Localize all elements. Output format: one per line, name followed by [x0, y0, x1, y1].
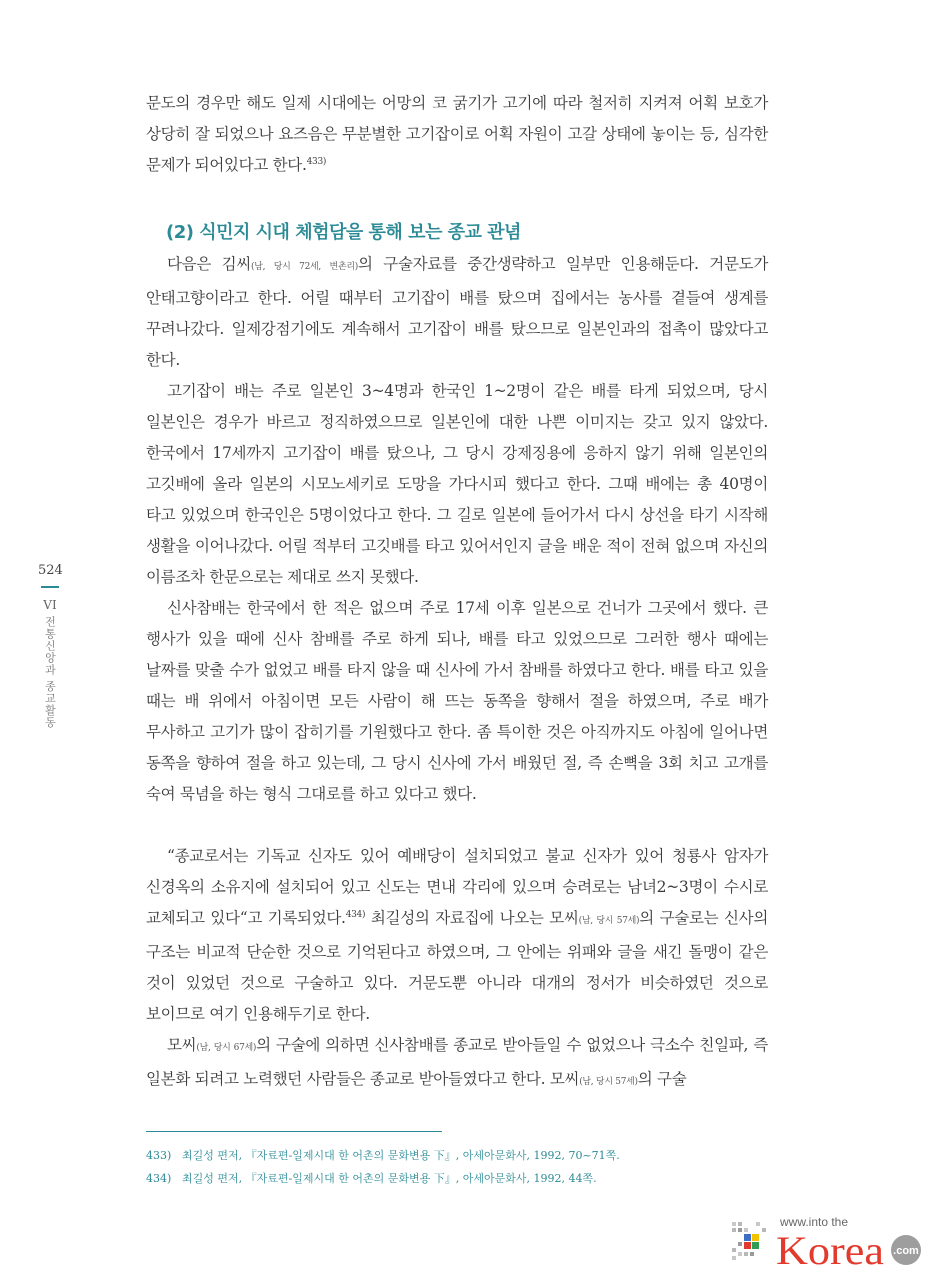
page-sidebar — [38, 563, 62, 729]
paragraph-1-text: 문도의 경우만 해도 일제 시대에는 어망의 코 굵기가 고기에 따라 철저히 지켜져 어획 보호가 상당히 잘 되었으나 요즈음은 무분별한 고기잡이로 어획 자원이 고갈 상태에 놓이는 등, 심각한 문제가 되어있다고 한다. — [146, 94, 768, 174]
page-number: 524 — [38, 563, 63, 578]
logo-prefix-text: www.into the — [780, 1215, 849, 1229]
logo-main-text: Korea — [776, 1228, 885, 1273]
speaker-note: (남, 당시 57세) — [578, 916, 640, 926]
speaker-note: (남, 당시 72세, 변촌리) — [251, 262, 358, 272]
footnote-text: 최길성 편저, 『자료편-일제시대 한 어촌의 문화변용 下』, 아세아문화사, 1992, 44쪽. — [182, 1172, 597, 1185]
paragraph-5-text-a: “종교로서는 기독교 신자도 있어 예배당이 설치되었고 불교 신자가 있어 청룡사 암자가 신경옥의 소유지에 설치되어 있고 신도는 면내 각리에 있으며 승려로는 남녀2~3명이 수시로 교체되고 있다“고 기록되었다. — [146, 847, 768, 927]
footnote-434 — [146, 1167, 768, 1190]
into-the-korea-logo — [730, 1212, 926, 1274]
footnote-ref-434[interactable]: 434) — [345, 910, 366, 920]
chapter-number: VI — [43, 598, 57, 612]
logo-mosaic-icon — [732, 1222, 766, 1260]
speaker-note: (남, 당시 57세) — [579, 1077, 638, 1087]
paragraph-6 — [146, 1030, 768, 1098]
footnote-number: 433) — [146, 1149, 172, 1162]
logo-suffix-text: .com — [893, 1245, 919, 1257]
sidebar-divider — [41, 586, 59, 588]
footnotes — [146, 1144, 768, 1190]
paragraph-5 — [146, 841, 768, 1030]
paragraph-2 — [146, 249, 768, 376]
paragraph-6-text-a: 모씨 — [167, 1036, 197, 1054]
paragraph-3: 고기잡이 배는 주로 일본인 3~4명과 한국인 1~2명이 같은 배를 타게 되었으며, 당시 일본인은 경우가 바르고 정직하였으므로 일본인에 대한 나쁜 이미지는 갖고 있지 않았다. 한국에서 17세까지 고기잡이 배를 탔으나, 그 당시 강제징용에 응하지 않기 위해 일본인의 고깃배에 올라 일본의 시모노세키로 도망을 가다시피 했다고 한다. 그때 배에는 총 40명이 타고 있었으며 한국인은 5명이었다고 한다. 그 길로 일본에 들어가서 다시 상선을 타기 시작해 생활을 이어나갔다. 어릴 적부터 고깃배를 타고 있어서인지 글을 배운 적이 전혀 없으며 자신의 이름조차 한문으로는 제대로 쓰지 못했다. — [146, 382, 768, 586]
paragraph-gap — [146, 810, 768, 841]
footnote-divider — [146, 1131, 442, 1132]
paragraph-4: 신사참배는 한국에서 한 적은 없으며 주로 17세 이후 일본으로 건너가 그곳에서 했다. 큰 행사가 있을 때에 신사 참배를 주로 하게 되나, 배를 타고 있었으므로 그러한 행사 때에는 날짜를 맞출 수가 없었고 배를 타지 않을 때 신사에 가서 참배를 하였다고 한다. 배를 타고 있을 때는 배 위에서 아침이면 모든 사람이 해 뜨는 동쪽을 향해서 절을 하였으며, 주로 배가 무사하고 고기가 많이 잡히기를 기원했다고 한다. 좀 특이한 것은 아직까지도 아침에 일어나면 동쪽을 향하여 절을 하고 있는데, 그 당시 신사에 가서 배웠던 절, 즉 손뼉을 3회 치고 고개를 숙여 묵념을 하는 형식 그대로를 하고 있다고 했다. — [146, 599, 768, 803]
paragraph-6-text-b: 의 구술에 의하면 신사참배를 종교로 받아들일 수 없었으나 극소수 친일파, 즉 일본화 되려고 노력했던 사람들은 종교로 받아들였다고 한다. 모씨 — [146, 1036, 768, 1088]
paragraph-2-text-a: 다음은 김씨 — [167, 255, 252, 273]
main-content — [146, 88, 768, 1098]
footnote-433 — [146, 1144, 768, 1167]
paragraph-5-text-c: 의 구술로는 신사의 구조는 비교적 단순한 것으로 기억된다고 하였으며, 그 안에는 위패와 글을 새긴 돌맹이 같은 것이 있었던 것으로 구술하고 있다. 거문도뿐 아니라 대개의 정서가 비슷하였던 것으로 보이므로 여기 인용해두기로 한다. — [146, 909, 768, 1023]
section-heading: (2) 식민지 시대 체험담을 통해 보는 종교 관념 — [166, 222, 521, 243]
paragraph-2-text-b: 의 구술자료를 중간생략하고 일부만 인용해둔다. 거문도가 안태고향이라고 한다. 어릴 때부터 고기잡이 배를 탔으며 집에서는 농사를 곁들여 생계를 꾸려나갔다. 일제강점기에도 계속해서 고기잡이 배를 탔으므로 일본인과의 접촉이 많았다고 한다. — [146, 255, 768, 369]
footnote-ref-433[interactable]: 433) — [306, 157, 327, 167]
paragraph-1 — [146, 88, 768, 181]
paragraph-6-text-c: 의 구술 — [637, 1070, 687, 1088]
footnote-text: 최길성 편저, 『자료편-일제시대 한 어촌의 문화변용 下』, 아세아문화사, 1992, 70~71쪽. — [182, 1149, 620, 1162]
footnote-number: 434) — [146, 1172, 172, 1185]
speaker-note: (남, 당시 67세) — [196, 1043, 257, 1053]
paragraph-5-text-b: 최길성의 자료집에 나오는 모씨 — [365, 909, 579, 927]
chapter-title: 전통신앙과 종교활동 — [43, 616, 57, 729]
